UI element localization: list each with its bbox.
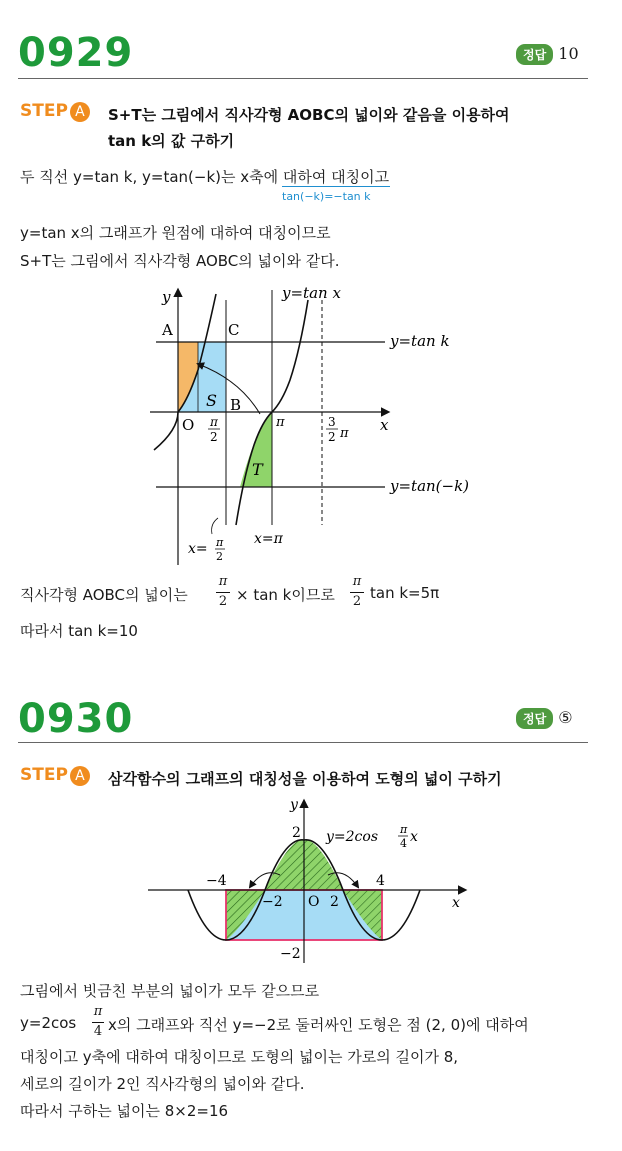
explanation-line4a: 직사각형 AOBC의 넓이는 — [20, 586, 188, 604]
step-a-header — [20, 101, 90, 122]
frac1-bar — [216, 592, 230, 593]
point-b: B — [230, 396, 242, 414]
lower-line-label: y=tan(−k) — [390, 477, 470, 495]
tick-2: 2 — [328, 430, 336, 444]
point-a: A — [162, 321, 173, 339]
asym-frac-num: π — [216, 536, 224, 549]
curve-frac-num: π — [400, 823, 408, 836]
explanation-line2b: x의 그래프와 직선 y=−2로 둘러싸인 도형은 점 (2, 0)에 대하여 — [108, 1016, 529, 1034]
frac3-den: 4 — [93, 1024, 103, 1039]
curve-frac-den: 4 — [400, 837, 407, 850]
frac1-num: π — [218, 574, 228, 589]
curve-label: y=tan x — [282, 284, 341, 302]
explanation-line4: 세로의 길이가 2인 직사각형의 넓이와 같다. — [20, 1075, 305, 1093]
divider — [18, 78, 588, 79]
tick-3: 3 — [328, 415, 336, 429]
frac2-den: 2 — [352, 594, 362, 609]
region-s-label: S — [206, 391, 217, 410]
point-o: O — [182, 416, 195, 434]
answer-value: 10 — [558, 44, 579, 63]
explanation-line2a: y=2cos — [20, 1014, 77, 1032]
frac2-num: π — [352, 574, 362, 589]
explanation-line4b: × tan k이므로 — [236, 586, 335, 604]
origin-label: O — [308, 894, 320, 910]
frac3-num: π — [93, 1004, 103, 1019]
tick-pi: π — [276, 415, 285, 430]
answer-value: ⑤ — [558, 708, 573, 727]
tan-graph — [140, 280, 510, 570]
curve-label-x: x — [410, 829, 418, 845]
explanation-line1: 그림에서 빗금친 부분의 넓이가 모두 같으므로 — [20, 982, 320, 1000]
region-t-label: T — [252, 460, 263, 479]
step-title-line2: tan k의 값 구하기 — [108, 132, 235, 150]
asym-label: x= — [188, 541, 208, 557]
step-letter-badge: A — [70, 766, 90, 786]
point-c: C — [228, 321, 240, 339]
step-label: STEP — [20, 765, 68, 785]
explanation-line5: 따라서 구하는 넓이는 8×2=16 — [20, 1102, 229, 1120]
note-underline — [282, 186, 390, 187]
tick-minus-2-x: −2 — [262, 894, 283, 910]
explanation-line3: S+T는 그림에서 직사각형 AOBC의 넓이와 같다. — [20, 252, 340, 270]
upper-line-label: y=tan k — [390, 332, 450, 350]
step-title-line1: S+T는 그림에서 직사각형 AOBC의 넓이와 같음을 이용하여 — [108, 106, 510, 124]
asym-arrow — [212, 518, 218, 534]
answer-badge: 정답 — [516, 44, 553, 65]
step-a-header — [20, 765, 90, 786]
frac2-bar — [350, 592, 364, 593]
tick-minus-4: −4 — [206, 873, 227, 889]
asym-frac-den: 2 — [216, 550, 223, 563]
frac3-bar — [92, 1022, 104, 1023]
y-axis-label: y — [290, 797, 298, 813]
x-axis-label: x — [380, 416, 389, 434]
problem-number-0930: 0930 — [18, 696, 134, 742]
curve-label: y=2cos — [326, 829, 379, 845]
side-note: tan(−k)=−tan k — [282, 190, 371, 203]
answer-badge: 정답 — [516, 708, 553, 729]
asym2-label: x=π — [254, 531, 283, 547]
step-title: 삼각함수의 그래프의 대칭성을 이용하여 도형의 넓이 구하기 — [108, 770, 502, 788]
y-axis-label: y — [162, 288, 171, 306]
answer-0930 — [516, 708, 573, 729]
step-letter-badge: A — [70, 102, 90, 122]
problem-number-0929: 0929 — [18, 30, 134, 76]
explanation-line3: 대칭이고 y축에 대하여 대칭이므로 도형의 넓이는 가로의 길이가 8, — [20, 1048, 459, 1066]
step-label: STEP — [20, 101, 68, 121]
x-axis-label: x — [452, 895, 460, 911]
tick-4: 4 — [376, 873, 385, 889]
frac1-den: 2 — [218, 594, 228, 609]
explanation-line1: 두 직선 y=tan k, y=tan(−k)는 x축에 대하여 대칭이고 — [20, 168, 390, 186]
tick-3pi-half-pi: π — [340, 426, 349, 441]
explanation-line2: y=tan x의 그래프가 원점에 대하여 대칭이므로 — [20, 224, 331, 242]
tick-pi-half-num: π — [210, 415, 218, 429]
tick-2-top: 2 — [292, 825, 301, 841]
tick-minus-2-y: −2 — [280, 946, 301, 962]
tick-2-x: 2 — [330, 894, 339, 910]
explanation-line4c: tan k=5π — [370, 584, 440, 602]
divider — [18, 742, 588, 743]
cos-graph — [140, 795, 480, 965]
explanation-line5: 따라서 tan k=10 — [20, 622, 138, 640]
tick-pi-half-den: 2 — [210, 430, 218, 444]
answer-0929 — [516, 44, 579, 65]
